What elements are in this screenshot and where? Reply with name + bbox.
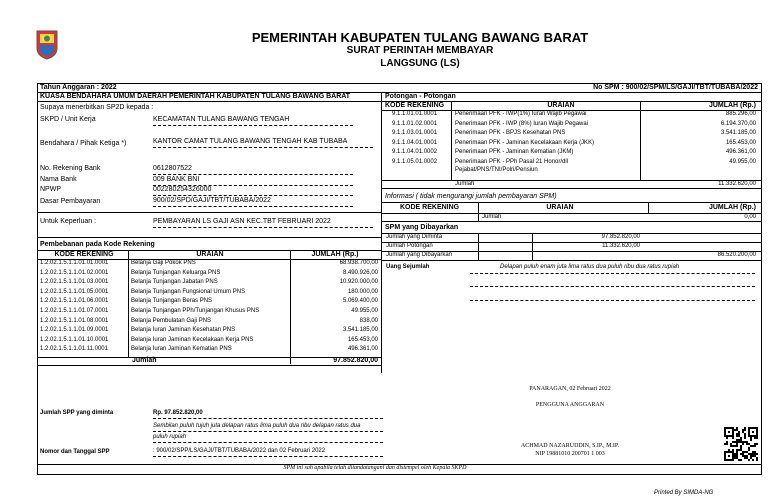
potongan-row-jumlah: 165.453,00	[725, 139, 756, 146]
pembebanan-header-jumlah: JUMLAH (Rp.)	[311, 251, 359, 258]
informasi-header-uraian: URAIAN	[546, 204, 574, 211]
rekening-value: 0612807522	[153, 165, 192, 172]
signature-place-date: PANARAGAN, 02 Februari 2022	[529, 386, 611, 392]
spp-nomor-value: : 900/02/SPP/LS/GAJI/TBT/TUBABA/2022 dan 02 Februari 2022	[153, 448, 326, 454]
no-spm: No SPM : 900/02/SPM/LS/GAJI/TBT/TUBABA/2022	[593, 84, 758, 91]
pembebanan-row-kode: 1.2.02.1.5.1.1.01.03.0001	[40, 279, 109, 286]
pembebanan-row-kode: 1.2.02.1.5.1.1.01.06.0001	[40, 298, 109, 305]
spm-row-label: Jumlah yang Diminta	[386, 234, 443, 240]
pembebanan-row-jumlah: 180.000,00	[347, 288, 378, 295]
pembebanan-row-jumlah: 5.069.400,00	[342, 298, 378, 305]
spm-row-value: 97.852.820,00	[601, 234, 640, 240]
pembebanan-row-uraian: Belanja Tunjangan Beras PNS	[131, 298, 213, 305]
printed-by: Printed By SIMDA-NG	[654, 490, 714, 496]
kuasa-bendahara: KUASA BENDAHARA UMUM DAERAH PEMERINTAH KABUPATEN TULANG BAWANG BARAT	[40, 93, 351, 100]
potongan-row-uraian: Penerimaan PFK - PPh Pasal 21 Honor/dll	[455, 158, 569, 165]
pembebanan-row-jumlah: 10.920.000,00	[339, 279, 378, 286]
potongan-row-jumlah: 3.541.185,00	[720, 130, 756, 136]
footer-note: SPM ini sah apabila telah ditandatangani dan distempel oleh Kepala SKPD	[283, 465, 467, 471]
potongan-row-kode: 9.1.1.05.01.0002	[392, 158, 438, 165]
pembebanan-header-kode: KODE REKENING	[54, 251, 114, 258]
potongan-row-uraian: Penerimaan PFK - Jaminan Kematian (JKM)	[455, 149, 574, 155]
supaya-label: Supaya menerbitkan SP2D kepada :	[40, 104, 154, 111]
informasi-title: Informasi ( tidak mengurangi jumlah pembayaran SPM)	[385, 193, 557, 200]
signature-role: PENGGUNA ANGGARAN	[535, 402, 605, 408]
npwp-value: 002280254326000	[153, 186, 212, 193]
skpd-label: SKPD / Unit Kerja	[40, 116, 96, 123]
spm-row-label: Jumlah yang Dibayarkan	[386, 252, 453, 258]
bank-label: Nama Bank	[40, 176, 77, 183]
potongan-header-jumlah: JUMLAH (Rp.)	[708, 102, 756, 109]
spp-diminta-label: Jumlah SPP yang diminta	[40, 410, 114, 416]
informasi-header-kode: KODE REKENING	[400, 204, 460, 211]
pembebanan-row-jumlah: 49.955,00	[351, 308, 378, 314]
potongan-row-jumlah: 496.361,00	[725, 149, 756, 155]
potongan-header-uraian: URAIAN	[547, 102, 575, 109]
pembebanan-title: Pembebanan pada Kode Rekening	[40, 241, 155, 248]
potongan-row-kode: 9.1.1.01.01.0001	[392, 111, 438, 117]
pembebanan-row-kode: 1.2.02.1.5.1.1.01.09.0001	[40, 327, 109, 334]
spp-terbilang-1: Sembilan puluh tujuh juta delapan ratus lima puluh dua ribu delapan ratus dua	[153, 423, 361, 429]
informasi-header-jumlah: JUMLAH (Rp.)	[708, 204, 756, 211]
pembebanan-row-kode: 1.2.02.1.5.1.1.01.07.0001	[40, 308, 109, 314]
potongan-row-jumlah: 6.194.370,00	[720, 120, 756, 127]
potongan-header-kode: KODE REKENING	[385, 102, 445, 109]
pembebanan-row-uraian: Belanja Tunjangan PPh/Tunjangan Khusus PNS	[131, 308, 260, 314]
pembebanan-row-jumlah: 838,00	[359, 317, 378, 324]
npwp-label: NPWP	[40, 186, 61, 193]
keperluan-value: PEMBAYARAN LS GAJI ASN KEC.TBT FEBRUARI 2022	[153, 218, 331, 225]
potongan-row-jumlah: 49.955,00	[729, 158, 756, 165]
pembebanan-row-jumlah: 8.490.926,00	[342, 269, 378, 276]
uang-sejumlah-label: Uang Sejumlah	[386, 264, 430, 270]
bank-value: 009 BANK BNI	[153, 176, 200, 183]
qr-code-icon	[724, 427, 758, 461]
potongan-title: Potongan - Potongan	[385, 93, 456, 100]
potongan-row-kode: 9.1.1.04.01.0001	[392, 139, 438, 146]
potongan-row-uraian: Penerimaan PFK - Jaminan Kecelakaan Kerja (JKK)	[455, 139, 595, 146]
pembebanan-row-uraian: Belanja Gaji Pokok PNS	[131, 260, 196, 266]
header-subtitle-2: LANGSUNG (LS)	[380, 58, 460, 69]
pembebanan-row-jumlah: 68.938.700,00	[339, 260, 378, 266]
potongan-jumlah-label: Jumlah	[455, 181, 475, 187]
spp-terbilang-2: puluh rupiah	[153, 434, 187, 440]
informasi-jumlah-label: Jumlah	[482, 214, 502, 220]
pembebanan-row-kode: 1.2.02.1.5.1.1.01.08.0001	[40, 317, 109, 324]
skpd-value: KECAMATAN TULANG BAWANG TENGAH	[153, 116, 290, 123]
tahun-anggaran: Tahun Anggaran : 2022	[40, 84, 117, 91]
pembebanan-row-uraian: Belanja Tunjangan Fungsional Umum PNS	[131, 288, 246, 295]
signature-nip: NIP 19881010 200701 1 003	[535, 451, 605, 457]
regency-logo	[36, 30, 58, 60]
rekening-label: No. Rekening Bank	[40, 165, 101, 172]
signature-name: ACHMAD NAZARUDDIN, S.IP., M.IP.	[520, 443, 620, 449]
pembebanan-row-kode: 1.2.02.1.5.1.1.01.10.0001	[40, 336, 109, 343]
spm-row-value: 86.520.200,00	[717, 252, 756, 258]
pembebanan-row-uraian: Belanja Iuran Jaminan Kecelakaan Kerja PNS	[131, 336, 254, 343]
informasi-jumlah-value: 0,00	[744, 214, 756, 220]
dasar-value: 900/02/SPD/GAJI/TBT/TUBABA/2022	[153, 197, 271, 204]
pembebanan-row-uraian: Belanja Pembulatan Gaji PNS	[131, 317, 212, 324]
pembebanan-row-uraian: Belanja Tunjangan Jabatan PNS	[131, 279, 218, 286]
header-title: PEMERINTAH KABUPATEN TULANG BAWANG BARAT	[251, 30, 589, 45]
potongan-row-uraian: Penerimaan PFK - IWP(1%) Iuran Wajib Pegawai	[455, 111, 587, 117]
potongan-row-kode: 9.1.1.01.02.0001	[392, 120, 438, 127]
pembebanan-row-uraian: Belanja Iuran Jaminan Kematian PNS	[131, 346, 232, 353]
potongan-row-uraian-2: Pejabat/PNS/TNI/Polri/Pensiun	[455, 166, 538, 173]
pembebanan-jumlah-value: 97.852.820,00	[333, 357, 378, 364]
keperluan-label: Untuk Keperluan :	[40, 218, 97, 225]
spm-row-value: 11.332.620,00	[602, 243, 640, 249]
spp-nomor-label: Nomor dan Tanggal SPP	[40, 449, 110, 455]
spm-dibayarkan-title: SPM yang Dibayarkan	[385, 224, 459, 231]
spm-row-label: Jumlah Potongan	[386, 243, 433, 249]
potongan-row-uraian: Penerimaan PFK - BPJS Kesehatan PNS	[455, 130, 566, 136]
pembebanan-row-kode: 1.2.02.1.5.1.1.01.11.0001	[40, 346, 108, 353]
potongan-row-jumlah: 885.296,00	[725, 111, 756, 117]
potongan-row-kode: 9.1.1.03.01.0001	[392, 130, 438, 136]
header-subtitle: SURAT PERINTAH MEMBAYAR	[346, 45, 494, 56]
pembebanan-row-uraian: Belanja Iuran Jaminan Kesehatan PNS	[131, 327, 236, 334]
pembebanan-row-kode: 1.2.02.1.5.1.1.01.01.0001	[40, 260, 109, 266]
pembebanan-header-uraian: URAIAN	[196, 251, 224, 258]
pembebanan-row-kode: 1.2.02.1.5.1.1.01.02.0001	[40, 269, 109, 276]
pembebanan-row-jumlah: 496.361,00	[347, 346, 378, 353]
pembebanan-row-jumlah: 165.453,00	[347, 336, 378, 343]
potongan-row-kode: 9.1.1.04.01.0002	[392, 149, 438, 155]
pembebanan-row-uraian: Belanja Tunjangan Keluarga PNS	[131, 269, 221, 276]
uang-sejumlah-text: Delapan puluh enam juta lima ratus dua puluh ribu dua ratus rupiah	[500, 264, 680, 270]
pembebanan-jumlah-label: Jumlah	[132, 357, 157, 364]
bendahara-value: KANTOR CAMAT TULANG BAWANG TENGAH KAB TUBABA	[153, 138, 348, 145]
pembebanan-row-jumlah: 3.541.185,00	[342, 327, 378, 334]
potongan-jumlah-value: 11.332.620,00	[718, 181, 756, 187]
potongan-row-uraian: Penerimaan PFK - IWP (8%) Iuran Wajib Pegawai	[455, 120, 589, 127]
spp-diminta-value: Rp. 97.852.820,00	[153, 410, 203, 416]
bendahara-label: Bendahara / Pihak Ketiga *)	[40, 140, 127, 147]
pembebanan-row-kode: 1.2.02.1.5.1.1.01.05.0001	[40, 288, 109, 295]
dasar-label: Dasar Pembayaran	[40, 198, 101, 205]
